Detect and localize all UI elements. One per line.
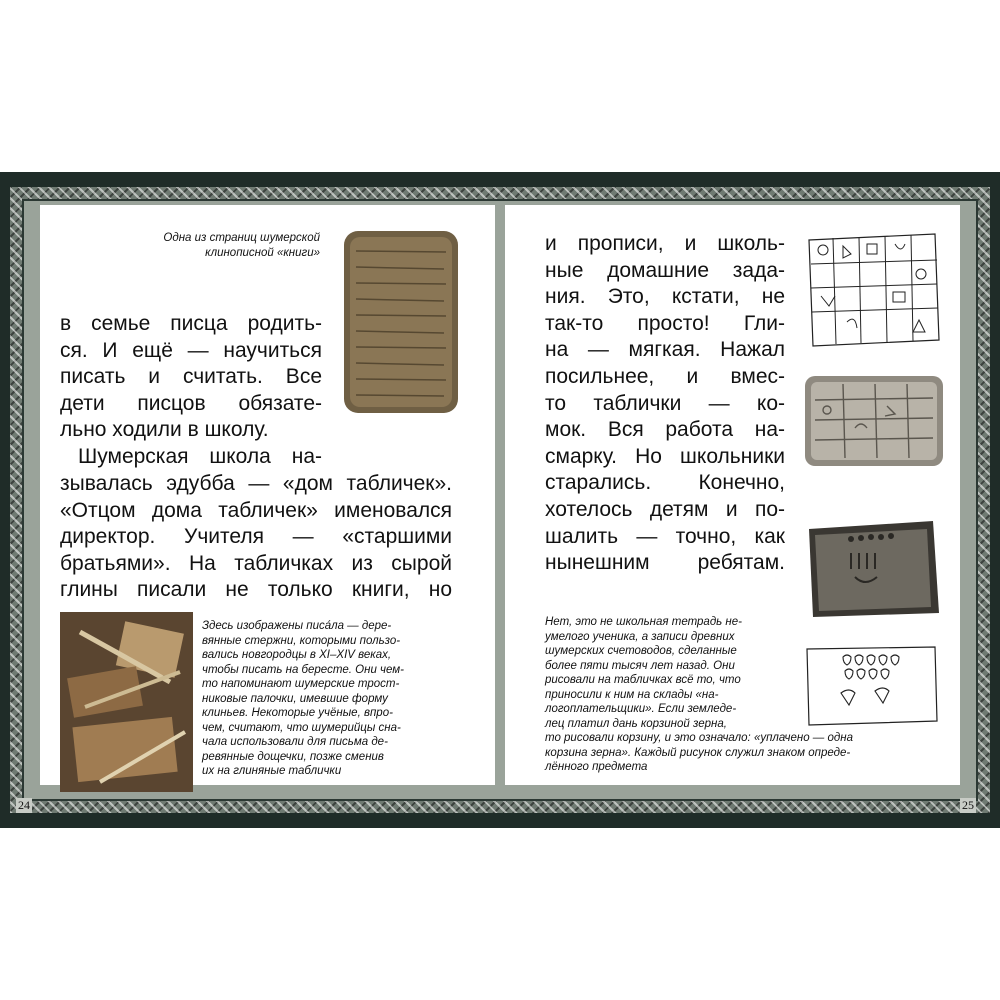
right-page bbox=[505, 205, 960, 785]
records-caption: Нет, это не школьная тетрадь не- умелого ученика, а записи древних шумерских счетоводов, сделанные более пяти тысяч лет назад. Они рисовали на табличках всё то, что приносили к ним на склады «на- логоплательщики». Если земледе- лец платил дань корзиной зерна, то рисовали корзину, и это означало: «уплачено — одна корзина зерна». Каждый рисунок служил знаком опреде- лённого предмета bbox=[545, 616, 853, 773]
photo-caption: Здесь изображены писа́ла — дере- вянные стержни, которыми пользо- вались новгородцы в XI–XIV веках, чтобы писать на бересте. Они чем- то напоминают шумерские трост- никовые палочки, имевшие форму клиньев. Некоторые учёные, впро- чем, считают, что шумерийцы сна- чала использовали для письма де- ревянные дощечки, позже сменив их на глиняные таблички bbox=[202, 620, 404, 777]
page-number-right: 25 bbox=[962, 798, 974, 812]
writing-sticks-photo bbox=[60, 612, 193, 792]
book-spread bbox=[0, 172, 1000, 828]
pictograph-drawing-1 bbox=[803, 230, 943, 350]
pictograph-drawing-2 bbox=[803, 645, 939, 727]
clay-tablet-photo-1 bbox=[803, 370, 945, 470]
tablet-caption: Одна из страниц шумерской клинописной «книги» bbox=[163, 232, 320, 259]
clay-tablet-photo-2 bbox=[803, 517, 943, 622]
cuneiform-tablet-image bbox=[340, 227, 462, 417]
body-text-right: и прописи, и школь- ные домашние зада- ния. Это, кстати, не так-то просто! Гли- на — мягкая. Нажал посильнее, и вмес- то таблички — ко- мок. Вся работа на- смарку. Но школьники старались. Конечно, хотелось детям и по- шалить — точно, как нынешним ребятам. bbox=[545, 232, 785, 575]
page-number-left: 24 bbox=[18, 798, 30, 812]
body-text-top: в семье писца родить- ся. И ещё — научиться писать и считать. Все дети писцов обязате- льно ходили в школу. Шумерская школа на- bbox=[60, 312, 322, 468]
left-page bbox=[40, 205, 495, 785]
body-text-bottom: зывалась эдубба — «дом табличек». «Отцом дома табличек» именовался директор. Учителя — «старшими братьями». На табличках из сырой глины писали не только книги, но bbox=[60, 472, 452, 602]
